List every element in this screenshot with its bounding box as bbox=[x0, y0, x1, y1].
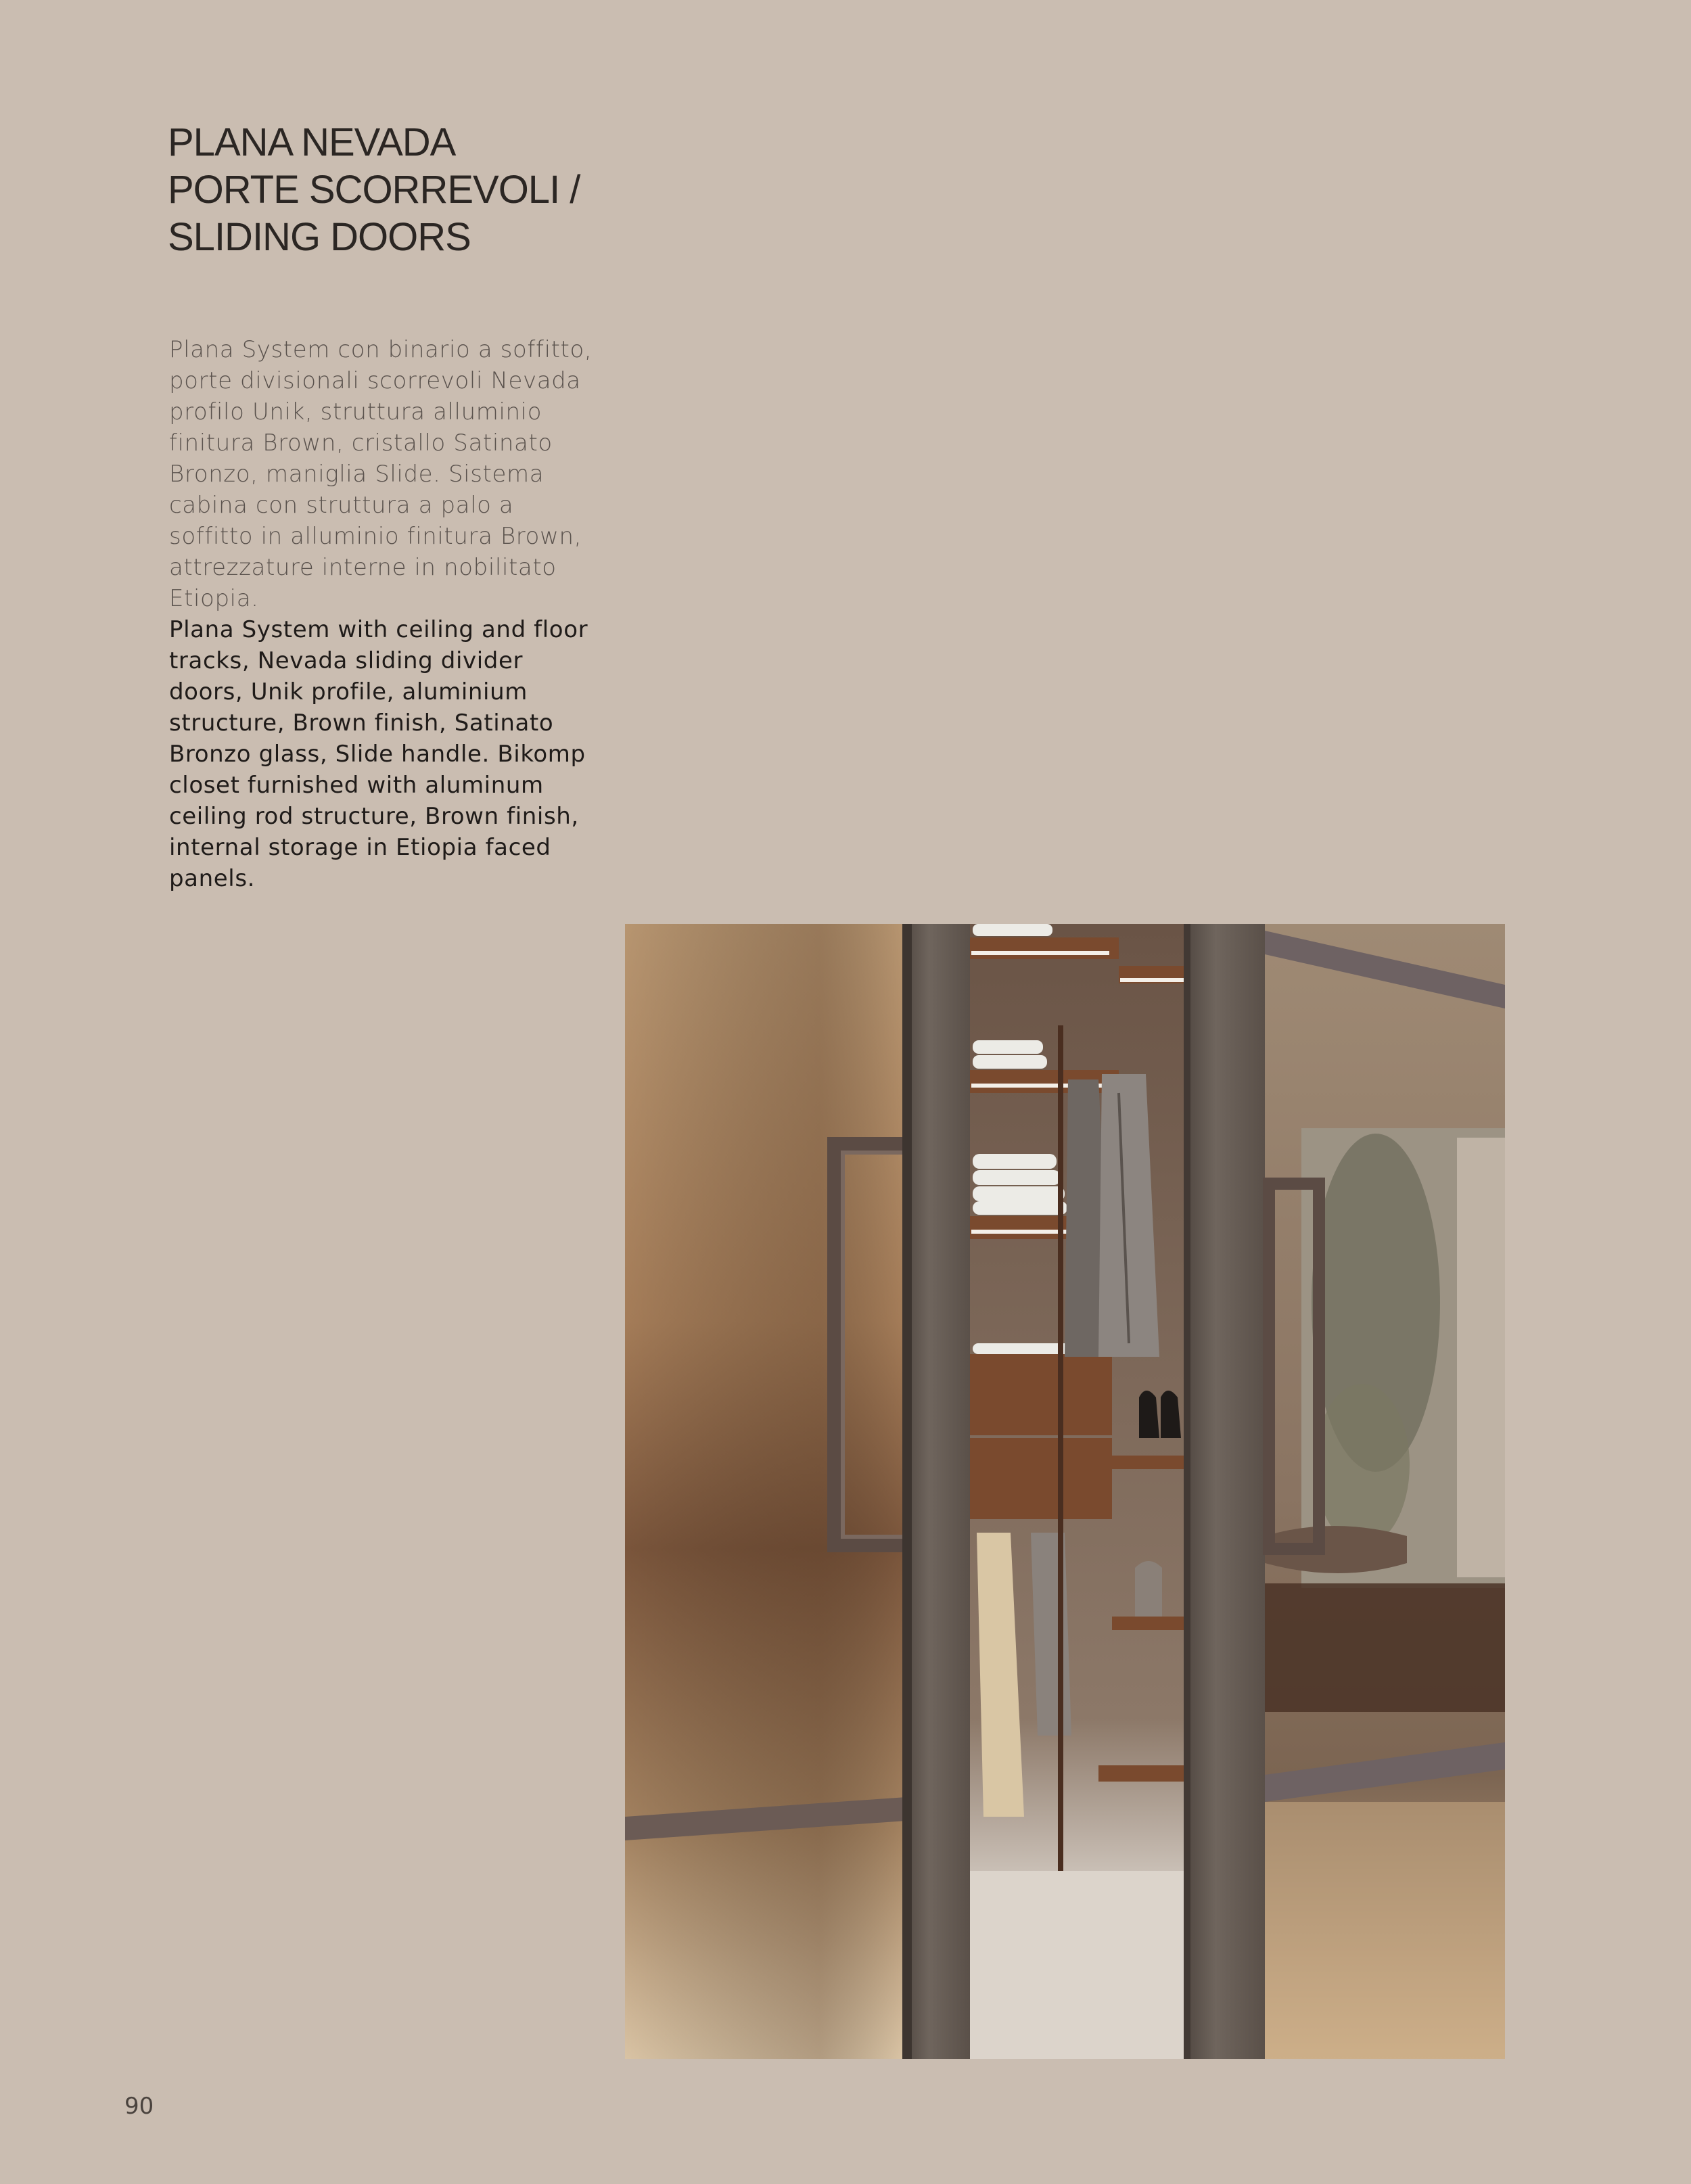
description-italian: Plana System con binario a soffitto, porte divisionali scorrevoli Nevada profilo Unik, struttura alluminio finitura Brown, cristallo Satinato Bronzo, maniglia Slide. Sistema cabina con struttura a palo a soffitto in alluminio finitura Brown, attrezzature interne in nobilitato Etiopia. bbox=[169, 336, 593, 612]
product-description bbox=[169, 334, 602, 894]
product-photo bbox=[625, 924, 1505, 2059]
description-english: Plana System with ceiling and floor tracks, Nevada sliding divider doors, Unik profile, aluminium structure, Brown finish, Satinato Bronzo glass, Slide handle. Bikomp closet furnished with aluminum ceiling rod structure, Brown finish, internal storage in Etiopia faced panels. bbox=[169, 616, 588, 892]
title-line-2: PORTE SCORREVOLI / bbox=[168, 168, 580, 212]
title-line-1: PLANA NEVADA bbox=[168, 120, 456, 164]
page-number: 90 bbox=[124, 2093, 154, 2120]
title-line-3: SLIDING DOORS bbox=[168, 215, 471, 259]
page-title bbox=[168, 119, 655, 261]
